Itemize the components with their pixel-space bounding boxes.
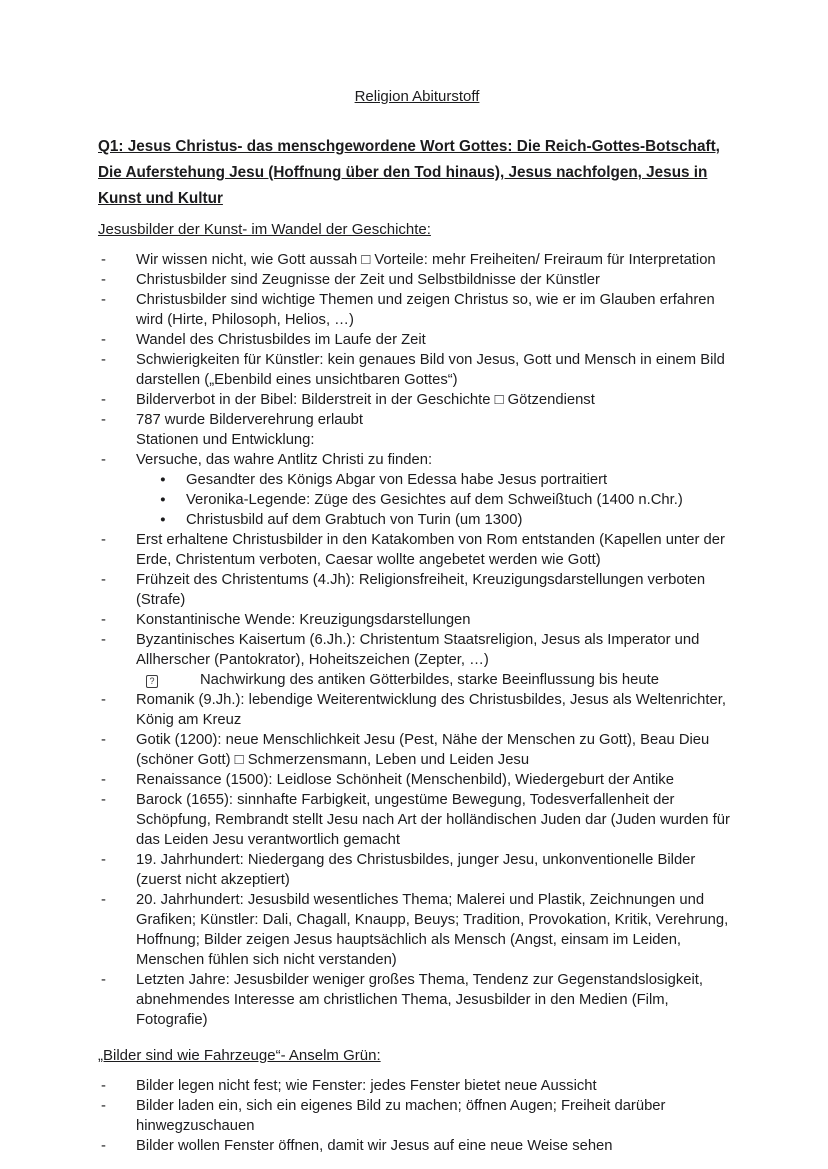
list-item-text: Schwierigkeiten für Künstler: kein genaues Bild von Jesus, Gott und Mensch in einem Bild darstellen („Ebenbild eines unsichtbaren Gottes“) bbox=[136, 352, 725, 388]
list-item bbox=[98, 570, 736, 610]
sub-list-item bbox=[160, 490, 736, 510]
list-item bbox=[98, 770, 736, 790]
list-item-text: Renaissance (1500): Leidlose Schönheit (Menschenbild), Wiedergeburt der Antike bbox=[136, 772, 674, 788]
list-item-text: 787 wurde Bilderverehrung erlaubt bbox=[136, 412, 364, 428]
list-item-text: Christusbilder sind Zeugnisse der Zeit und Selbstbildnisse der Künstler bbox=[136, 272, 600, 288]
disc-bullet: ● bbox=[160, 474, 166, 485]
dash-bullet: - bbox=[101, 852, 106, 868]
section-list-jesusbilder bbox=[98, 250, 736, 1030]
list-item-text: Versuche, das wahre Antlitz Christi zu finden: bbox=[136, 452, 433, 468]
list-item-text: Nachwirkung des antiken Götterbildes, starke Beeinflussung bis heute bbox=[200, 672, 659, 688]
section-heading-fahrzeuge: „Bilder sind wie Fahrzeuge“- Anselm Grün: bbox=[98, 1047, 381, 1064]
dash-bullet: - bbox=[101, 632, 106, 648]
missing-glyph-box-marker bbox=[146, 670, 200, 690]
list-item-text: Christusbilder sind wichtige Themen und zeigen Christus so, wie er im Glauben erfahren wird (Hirte, Philosoph, Helios, …) bbox=[136, 292, 715, 328]
sub-list-item bbox=[160, 470, 736, 490]
list-item-text: 19. Jahrhundert: Niedergang des Christusbildes, junger Jesu, unkonventionelle Bilder (zuerst nicht akzeptiert) bbox=[136, 852, 696, 888]
list-item-text: Wandel des Christusbildes im Laufe der Zeit bbox=[136, 332, 426, 348]
list-item bbox=[98, 530, 736, 570]
list-item bbox=[98, 630, 736, 670]
list-item-text: Letzten Jahre: Jesusbilder weniger großes Thema, Tendenz zur Gegenstandslosigkeit, abnehmendes Interesse am christlichen Thema, Jesusbilder in den Medien (Film, Fotografie) bbox=[136, 972, 703, 1028]
list-item bbox=[98, 610, 736, 630]
list-item bbox=[98, 290, 736, 330]
list-item-text: Wir wissen nicht, wie Gott aussah □ Vorteile: mehr Freiheiten/ Freiraum für Interpretation bbox=[136, 252, 716, 268]
list-item-text: Bilder laden ein, sich ein eigenes Bild zu machen; öffnen Augen; Freiheit darüber hinwegzuschauen bbox=[136, 1098, 666, 1134]
dash-bullet: - bbox=[101, 692, 106, 708]
note-list-item bbox=[146, 670, 736, 690]
list-item-text: Bilderverbot in der Bibel: Bilderstreit in der Geschichte □ Götzendienst bbox=[136, 392, 595, 408]
list-item-text: 20. Jahrhundert: Jesusbild wesentliches Thema; Malerei und Plastik, Zeichnungen und Grafiken; Künstler: Dali, Chagall, Knaupp, Beuys; Tradition, Provokation, Kritik, Verehrung, Hoffnung; Bilder zeigen Jesus hauptsächlich als Mensch (Angst, einsam im Leiden, Menschen fühlen sich nicht verstanden) bbox=[136, 892, 729, 968]
list-item bbox=[98, 1136, 736, 1156]
list-item bbox=[98, 390, 736, 410]
list-item bbox=[98, 970, 736, 1030]
list-item bbox=[98, 730, 736, 770]
list-item-text: Romanik (9.Jh.): lebendige Weiterentwicklung des Christusbildes, Jesus als Weltenrichter, König am Kreuz bbox=[136, 692, 726, 728]
list-item bbox=[98, 850, 736, 890]
sub-list-item bbox=[160, 510, 736, 530]
dash-bullet: - bbox=[101, 272, 106, 288]
missing-glyph-box-icon: ? bbox=[146, 675, 158, 688]
dash-bullet: - bbox=[101, 892, 106, 908]
dash-bullet: - bbox=[101, 292, 106, 308]
list-item bbox=[98, 410, 736, 430]
list-item-text: Stationen und Entwicklung: bbox=[136, 432, 315, 448]
dash-bullet: - bbox=[101, 1078, 106, 1094]
q1-heading: Q1: Jesus Christus- das menschgewordene Wort Gottes: Die Reich-Gottes-Botschaft, Die Auferstehung Jesu (Hoffnung über den Tod hinaus), Jesus nachfolgen, Jesus in Kunst und Kultur bbox=[98, 138, 720, 207]
dash-bullet: - bbox=[101, 572, 106, 588]
dash-bullet: - bbox=[101, 392, 106, 408]
list-item-text: Veronika-Legende: Züge des Gesichtes auf dem Schweißtuch (1400 n.Chr.) bbox=[186, 492, 683, 508]
list-item-text: Barock (1655): sinnhafte Farbigkeit, ungestüme Bewegung, Todesverfallenheit der Schöpfung, Rembrandt stellt Jesu nach Art der holländischen Juden dar (Juden wurden für das Leiden Jesu verantwortlich gemacht bbox=[136, 792, 730, 848]
list-item-text: Konstantinische Wende: Kreuzigungsdarstellungen bbox=[136, 612, 471, 628]
dash-bullet: - bbox=[101, 612, 106, 628]
dash-bullet: - bbox=[101, 792, 106, 808]
disc-bullet: ● bbox=[160, 494, 166, 505]
list-item-text: Gesandter des Königs Abgar von Edessa habe Jesus portraitiert bbox=[186, 472, 608, 488]
dash-bullet: - bbox=[101, 352, 106, 368]
dash-bullet: - bbox=[101, 1138, 106, 1154]
list-item-text: Byzantinisches Kaisertum (6.Jh.): Christentum Staatsreligion, Jesus als Imperator und Allherscher (Pantokrator), Hoheitszeichen (Zepter, …) bbox=[136, 632, 700, 668]
list-item bbox=[98, 890, 736, 970]
document-title: Religion Abiturstoff bbox=[354, 88, 480, 105]
list-item-text: Gotik (1200): neue Menschlichkeit Jesu (Pest, Nähe der Menschen zu Gott), Beau Dieu (schöner Gott) □ Schmerzensmann, Leben und Leiden Jesu bbox=[136, 732, 710, 768]
list-item bbox=[98, 1096, 736, 1136]
dash-bullet: - bbox=[101, 452, 106, 468]
disc-bullet: ● bbox=[160, 514, 166, 525]
list-item-continuation bbox=[98, 430, 736, 450]
dash-bullet: - bbox=[101, 412, 106, 428]
dash-bullet: - bbox=[101, 732, 106, 748]
list-item-text: Christusbild auf dem Grabtuch von Turin (um 1300) bbox=[186, 512, 523, 528]
list-item bbox=[98, 270, 736, 290]
list-item bbox=[98, 250, 736, 270]
dash-bullet: - bbox=[101, 532, 106, 548]
list-item-text: Erst erhaltene Christusbilder in den Katakomben von Rom entstanden (Kapellen unter der Erde, Christentum verboten, Caesar wollte angebetet werden wie Gott) bbox=[136, 532, 725, 568]
dash-bullet: - bbox=[101, 972, 106, 988]
section-heading-jesusbilder: Jesusbilder der Kunst- im Wandel der Geschichte: bbox=[98, 221, 431, 238]
list-item bbox=[98, 1076, 736, 1096]
dash-bullet: - bbox=[101, 252, 106, 268]
list-item bbox=[98, 690, 736, 730]
dash-bullet: - bbox=[101, 1098, 106, 1114]
list-item bbox=[98, 330, 736, 350]
list-item bbox=[98, 350, 736, 390]
section-list-fahrzeuge bbox=[98, 1076, 736, 1156]
list-item bbox=[98, 450, 736, 470]
list-item-text: Bilder legen nicht fest; wie Fenster: jedes Fenster bietet neue Aussicht bbox=[136, 1078, 597, 1094]
dash-bullet: - bbox=[101, 772, 106, 788]
list-item-text: Frühzeit des Christentums (4.Jh): Religionsfreiheit, Kreuzigungsdarstellungen verboten (Strafe) bbox=[136, 572, 706, 608]
list-item-text: Bilder wollen Fenster öffnen, damit wir Jesus auf eine neue Weise sehen bbox=[136, 1138, 613, 1154]
list-item bbox=[98, 790, 736, 850]
dash-bullet: - bbox=[101, 332, 106, 348]
